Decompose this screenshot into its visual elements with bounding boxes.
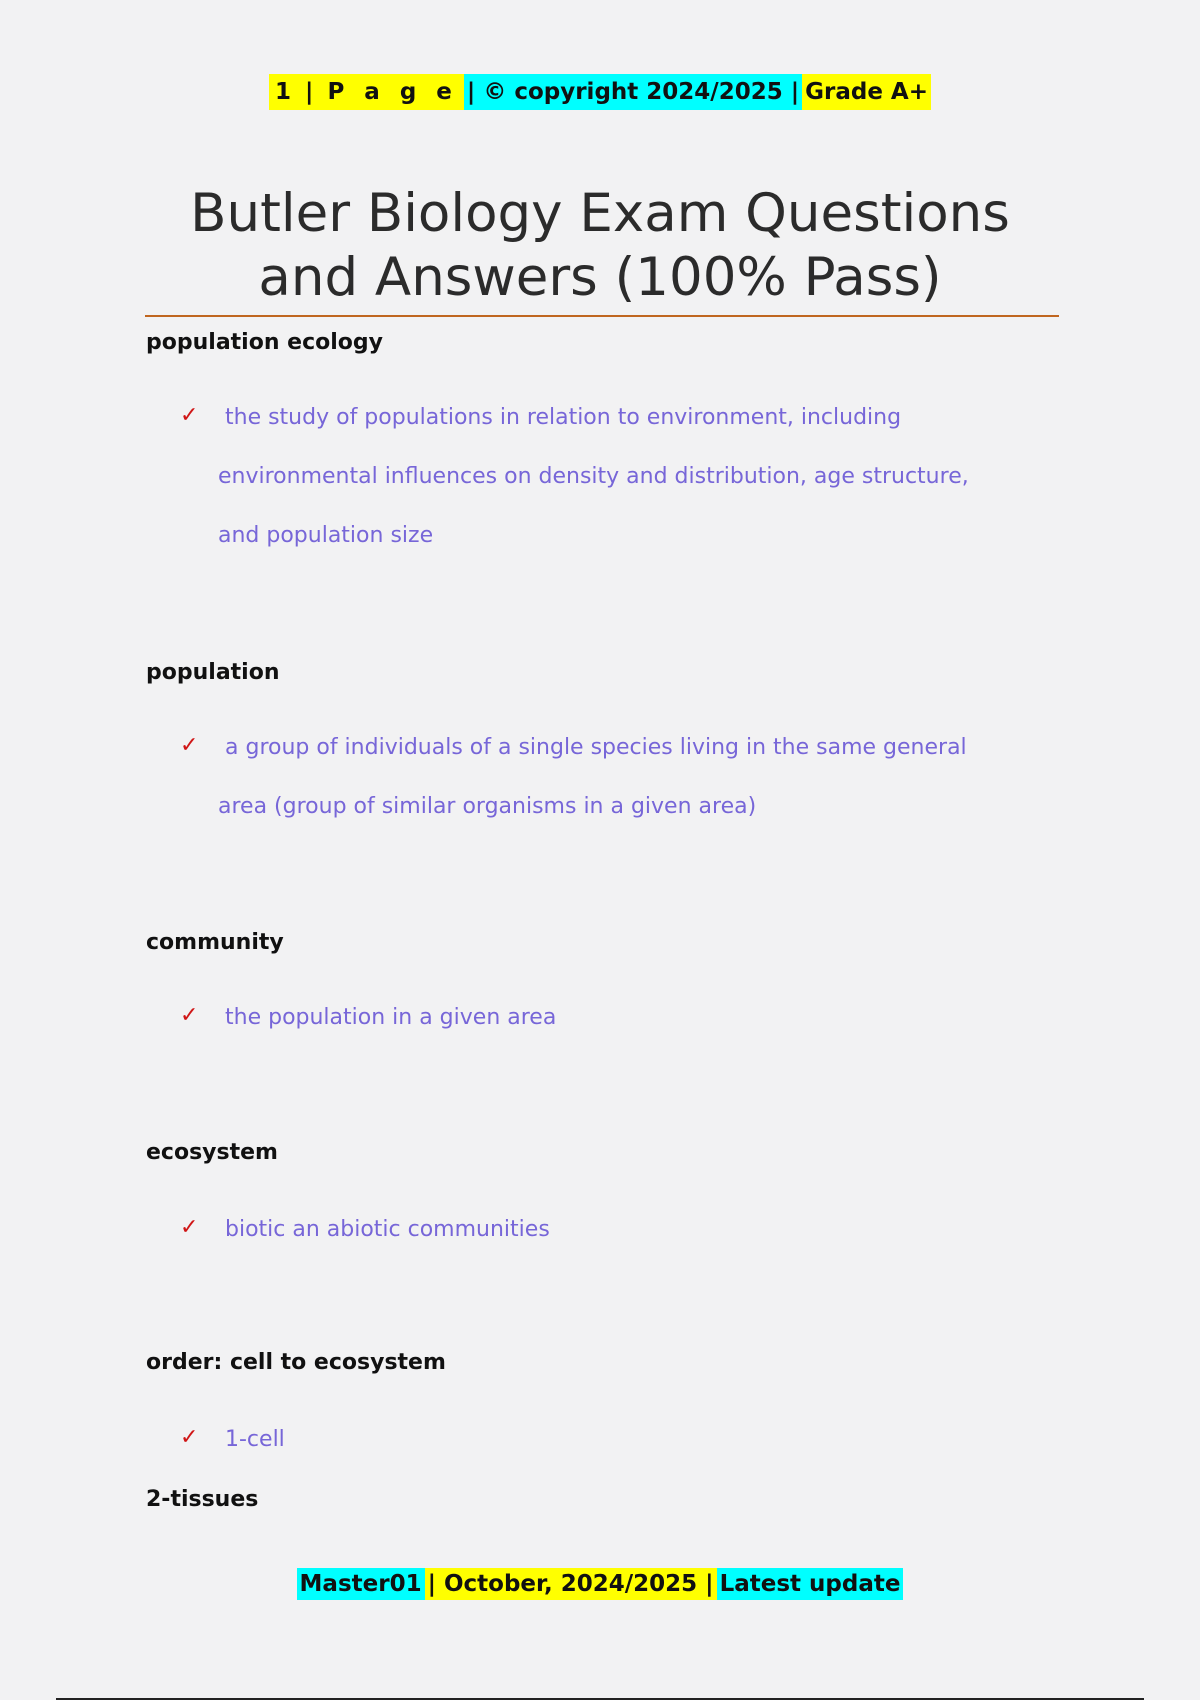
page-number: 1 (274, 79, 291, 105)
footer-author: Master01 (297, 1568, 425, 1600)
header-grade: Grade A+ (802, 74, 931, 110)
page-label: P a g e (327, 79, 458, 105)
check-icon: ✓ (180, 403, 199, 428)
document-title: Butler Biology Exam Questions and Answers (100% Pass) (190, 183, 1010, 308)
header-page-number (269, 74, 464, 110)
answer-line: 1-cell (225, 1427, 285, 1452)
answer-text (218, 388, 1018, 565)
answer-line: a group of individuals of a single species living in the same general (225, 735, 967, 760)
answer-line: the population in a given area (225, 1005, 557, 1030)
check-icon: ✓ (180, 1215, 199, 1240)
term-heading: population ecology (146, 330, 383, 355)
answer-text (218, 1410, 1018, 1469)
header-separator: | (305, 79, 314, 105)
term-heading: ecosystem (146, 1140, 278, 1165)
answer-line: and population size (218, 523, 434, 548)
answer-text (218, 1200, 1018, 1259)
page-footer (0, 1568, 1200, 1600)
term-heading: population (146, 660, 280, 685)
term-heading: order: cell to ecosystem (146, 1350, 446, 1375)
trailing-text: 2-tissues (146, 1487, 259, 1512)
answer-line: area (group of similar organisms in a given area) (218, 794, 757, 819)
answer-line: biotic an abiotic communities (225, 1217, 550, 1242)
answer-text (218, 988, 1018, 1047)
page-header (0, 74, 1200, 110)
header-copyright: | © copyright 2024/2025 | (464, 74, 802, 110)
answer-line: environmental influences on density and distribution, age structure, (218, 464, 969, 489)
answer-text (218, 718, 1018, 836)
footer-update: Latest update (717, 1568, 904, 1600)
check-icon: ✓ (180, 1003, 199, 1028)
term-heading: community (146, 930, 284, 955)
answer-line: the study of populations in relation to environment, including (225, 405, 902, 430)
check-icon: ✓ (180, 1425, 199, 1450)
check-icon: ✓ (180, 733, 199, 758)
footer-date: | October, 2024/2025 | (425, 1568, 717, 1600)
title-underline (145, 315, 1059, 317)
